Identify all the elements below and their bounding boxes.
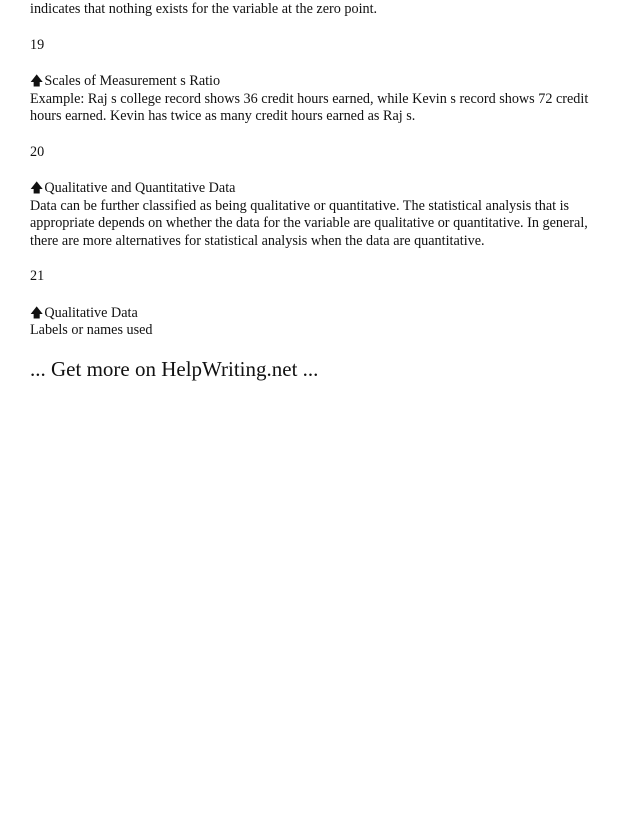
- up-arrow-icon: 🡅: [30, 73, 44, 88]
- section-body: Labels or names used: [30, 322, 153, 338]
- section-heading: [30, 179, 610, 198]
- section-qualitative-quantitative: [30, 179, 610, 250]
- page-number: 21: [30, 268, 45, 284]
- section-heading-text: Scales of Measurement s Ratio: [44, 73, 221, 89]
- up-arrow-icon: 🡅: [30, 180, 44, 195]
- section-qualitative-data: [30, 304, 610, 340]
- footer-link[interactable]: ... Get more on HelpWriting.net ...: [30, 356, 319, 381]
- section-ratio: [30, 72, 610, 126]
- section-body: Example: Raj s college record shows 36 credit hours earned, while Kevin s record shows 72 credit hours earned. Kevin has twice as many credit hours earned as Raj s.: [30, 90, 589, 124]
- section-body: Data can be further classified as being qualitative or quantitative. The statistical analysis that is appropriate depends on whether the data for the variable are qualitative or quantitative. In general, there are more alternatives for statistical analysis when the data are quantitative.: [30, 197, 588, 249]
- document-page: [30, 0, 610, 382]
- section-heading: [30, 72, 610, 91]
- page-number: 19: [30, 36, 45, 53]
- section-heading-text: Qualitative Data: [44, 304, 138, 321]
- page-number: 20: [30, 143, 45, 160]
- body-text-continuation: indicates that nothing exists for the variable at the zero point.: [30, 1, 378, 17]
- section-heading-text: Qualitative and Quantitative Data: [44, 180, 236, 196]
- up-arrow-icon: 🡅: [30, 304, 44, 320]
- section-heading: [30, 304, 610, 323]
